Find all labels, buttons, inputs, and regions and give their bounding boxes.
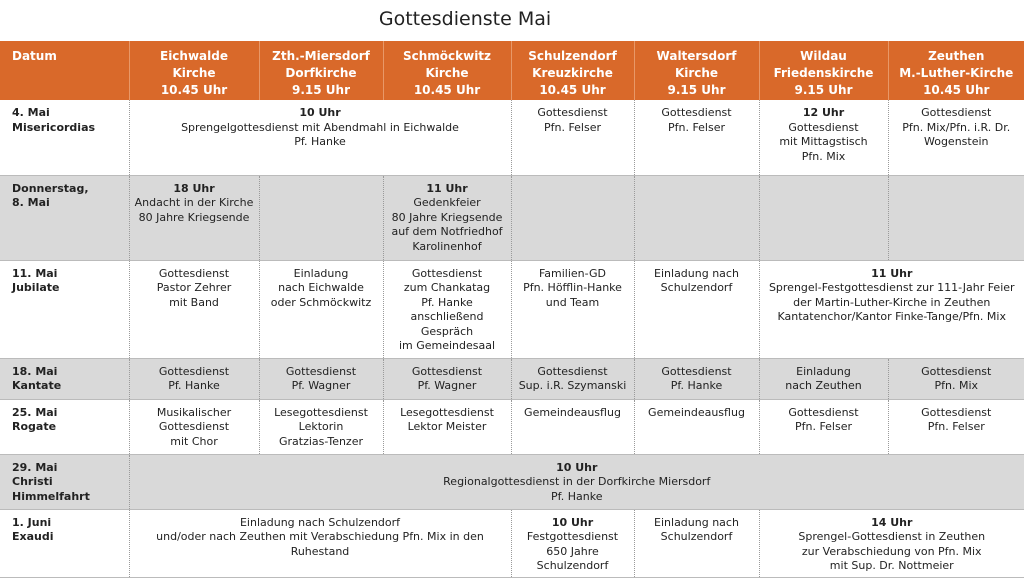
- service-cell: Gottesdienst Pfn. Felser: [511, 100, 634, 175]
- service-cell: Gottesdienst Pf. Wagner: [383, 358, 511, 399]
- service-cell: 10 Uhr Regionalgottesdienst in der Dorfkirche Miersdorf Pf. Hanke: [129, 454, 1024, 509]
- service-cell: Einladung nach Zeuthen: [759, 358, 888, 399]
- service-cell: 10 Uhr Sprengelgottesdienst mit Abendmahl in Eichwalde Pf. Hanke: [129, 100, 511, 175]
- service-cell: Familien-GD Pfn. Höfflin-Hanke und Team: [511, 260, 634, 358]
- table-row: [0, 454, 1024, 509]
- date-cell: 29. Mai Christi Himmelfahrt: [0, 454, 129, 509]
- page-title: Gottesdienste Mai: [378, 8, 552, 30]
- service-cell: Gottesdienst Pfn. Mix/Pfn. i.R. Dr. Wogenstein: [902, 106, 1011, 148]
- date-cell: 1. Juni Exaudi: [0, 509, 129, 577]
- service-cell: Gottesdienst Pfn. Mix: [888, 358, 1024, 399]
- table-row: [0, 100, 1024, 175]
- service-cell: Einladung nach Schulzendorf: [634, 509, 759, 577]
- service-cell: Gottesdienst Pf. Hanke: [129, 358, 259, 399]
- column-header-zeuthen: Zeuthen M.-Luther-Kirche 10.45 Uhr: [888, 41, 1024, 100]
- column-header-schulzendorf: Schulzendorf Kreuzkirche 10.45 Uhr: [511, 41, 634, 100]
- service-cell: 18 Uhr Andacht in der Kirche 80 Jahre Kriegsende: [129, 175, 259, 260]
- date-cell: 4. Mai Misericordias: [0, 100, 129, 175]
- service-cell: Gottesdienst Pf. Wagner: [259, 358, 383, 399]
- table-row: [0, 509, 1024, 577]
- service-cell: [259, 175, 383, 260]
- date-cell: 18. Mai Kantate: [0, 358, 129, 399]
- column-header-date: Datum: [0, 41, 129, 100]
- service-cell: Gottesdienst Pastor Zehrer mit Band: [129, 260, 259, 358]
- table-row: [0, 358, 1024, 399]
- service-cell: [759, 175, 888, 260]
- column-header-eichwalde: Eichwalde Kirche 10.45 Uhr: [129, 41, 259, 100]
- service-cell: Einladung nach Schulzendorf und/oder nach Zeuthen mit Verabschiedung Pfn. Mix in den Ruhestand: [129, 509, 511, 577]
- date-cell: 25. Mai Rogate: [0, 399, 129, 454]
- service-cell: [888, 175, 1024, 260]
- service-cell: Gottesdienst Pf. Hanke: [634, 358, 759, 399]
- service-cell: 10 Uhr Festgottesdienst 650 Jahre Schulzendorf: [511, 509, 634, 577]
- service-schedule-table: [0, 41, 1024, 578]
- header-row: [0, 41, 1024, 100]
- service-cell: [634, 175, 759, 260]
- service-cell: Lesegottesdienst Lektor Meister: [383, 399, 511, 454]
- table-row: [0, 260, 1024, 358]
- service-cell: Einladung nach Eichwalde oder Schmöckwitz: [259, 260, 383, 358]
- service-cell: Gottesdienst Sup. i.R. Szymanski: [511, 358, 634, 399]
- date-cell: 11. Mai Jubilate: [0, 260, 129, 358]
- column-header-miersdorf: Zth.-Miersdorf Dorfkirche 9.15 Uhr: [259, 41, 383, 100]
- service-cell: Gemeindeausflug: [511, 399, 634, 454]
- service-cell: 14 Uhr Sprengel-Gottesdienst in Zeuthen zur Verabschiedung von Pfn. Mix mit Sup. Dr. Nottmeier: [798, 515, 986, 572]
- column-header-wildau: Wildau Friedenskirche 9.15 Uhr: [759, 41, 888, 100]
- column-header-waltersdorf: Waltersdorf Kirche 9.15 Uhr: [634, 41, 759, 100]
- service-cell: Gottesdienst Pfn. Felser: [921, 405, 992, 433]
- service-cell: 11 Uhr Sprengel-Festgottesdienst zur 111-Jahr Feier der Martin-Luther-Kirche in Zeuthen Kantatenchor/Kantor Finke-Tange/Pfn. Mix: [768, 266, 1015, 323]
- service-cell: Gemeindeausflug: [634, 399, 759, 454]
- service-cell: 12 Uhr Gottesdienst mit Mittagstisch Pfn. Mix: [759, 100, 888, 175]
- date-cell: Donnerstag, 8. Mai: [0, 175, 129, 260]
- column-header-schmoeckwitz: Schmöckwitz Kirche 10.45 Uhr: [383, 41, 511, 100]
- service-cell: Gottesdienst zum Chankatag Pf. Hanke anschließend Gespräch im Gemeindesaal: [383, 260, 511, 358]
- table-row: [0, 399, 1024, 454]
- service-cell: Lesegottesdienst Lektorin Gratzias-Tenzer: [259, 399, 383, 454]
- service-cell: 11 Uhr Gedenkfeier 80 Jahre Kriegsende auf dem Notfriedhof Karolinenhof: [383, 175, 511, 260]
- service-cell: Gottesdienst Pfn. Felser: [634, 100, 759, 175]
- service-cell: Musikalischer Gottesdienst mit Chor: [129, 399, 259, 454]
- table-row: [0, 175, 1024, 260]
- service-cell: [511, 175, 634, 260]
- service-cell: Gottesdienst Pfn. Felser: [759, 399, 888, 454]
- service-cell: Einladung nach Schulzendorf: [634, 260, 759, 358]
